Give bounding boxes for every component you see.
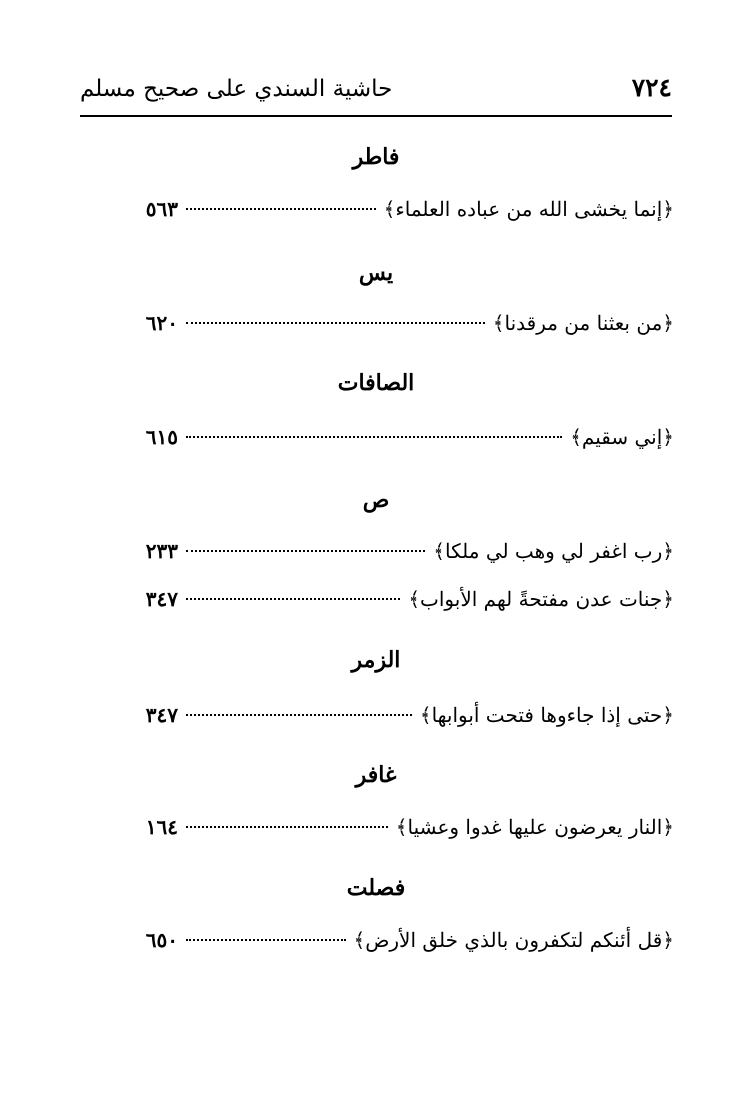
surah-heading: فاطر bbox=[352, 144, 400, 170]
surah-heading: ص bbox=[362, 487, 390, 513]
verse-text: ﴿إني سقيم﴾ bbox=[570, 425, 674, 449]
page-reference: ١٦٤ bbox=[145, 815, 178, 839]
index-entry bbox=[108, 536, 674, 568]
dot-leader bbox=[186, 436, 562, 438]
index-entry bbox=[108, 812, 674, 844]
dot-leader bbox=[186, 826, 388, 828]
dot-leader bbox=[186, 598, 400, 600]
verse-text: ﴿جنات عدن مفتحةً لهم الأبواب﴾ bbox=[408, 587, 674, 611]
page-reference: ٢٣٣ bbox=[145, 539, 178, 563]
page-reference: ٣٤٧ bbox=[145, 703, 178, 727]
verse-text: ﴿إنما يخشى الله من عباده العلماء﴾ bbox=[383, 197, 674, 221]
page-reference: ٦٢٠ bbox=[145, 311, 178, 335]
dot-leader bbox=[186, 208, 376, 210]
page-reference: ٥٦٣ bbox=[145, 197, 178, 221]
page-reference: ٦١٥ bbox=[145, 425, 178, 449]
verse-text: ﴿حتى إذا جاءوها فتحت أبوابها﴾ bbox=[419, 703, 674, 727]
header-rule bbox=[80, 115, 672, 117]
page-number: ٧٢٤ bbox=[631, 73, 672, 102]
page-reference: ٣٤٧ bbox=[145, 587, 178, 611]
verse-text: ﴿من بعثنا من مرقدنا﴾ bbox=[492, 311, 674, 335]
verse-text: ﴿النار يعرضون عليها غدوا وعشيا﴾ bbox=[395, 815, 674, 839]
index-entry bbox=[108, 925, 674, 957]
book-title: حاشية السندي على صحيح مسلم bbox=[80, 76, 393, 102]
surah-heading: الصافات bbox=[337, 370, 415, 396]
index-entry bbox=[108, 194, 674, 226]
verse-text: ﴿رب اغفر لي وهب لي ملكا﴾ bbox=[433, 539, 674, 563]
dot-leader bbox=[186, 714, 412, 716]
index-entry bbox=[108, 422, 674, 454]
dot-leader bbox=[186, 550, 425, 552]
surah-heading: الزمر bbox=[351, 647, 401, 673]
dot-leader bbox=[186, 322, 485, 324]
page-reference: ٦٥٠ bbox=[145, 928, 178, 952]
surah-heading: فصلت bbox=[346, 875, 406, 901]
dot-leader bbox=[186, 939, 346, 941]
surah-heading: غافر bbox=[355, 762, 397, 788]
surah-heading: يس bbox=[358, 260, 394, 286]
index-entry bbox=[108, 700, 674, 732]
running-header bbox=[80, 72, 672, 110]
verse-text: ﴿قل أئنكم لتكفرون بالذي خلق الأرض﴾ bbox=[353, 928, 674, 952]
index-entry bbox=[108, 584, 674, 616]
index-entry bbox=[108, 308, 674, 340]
